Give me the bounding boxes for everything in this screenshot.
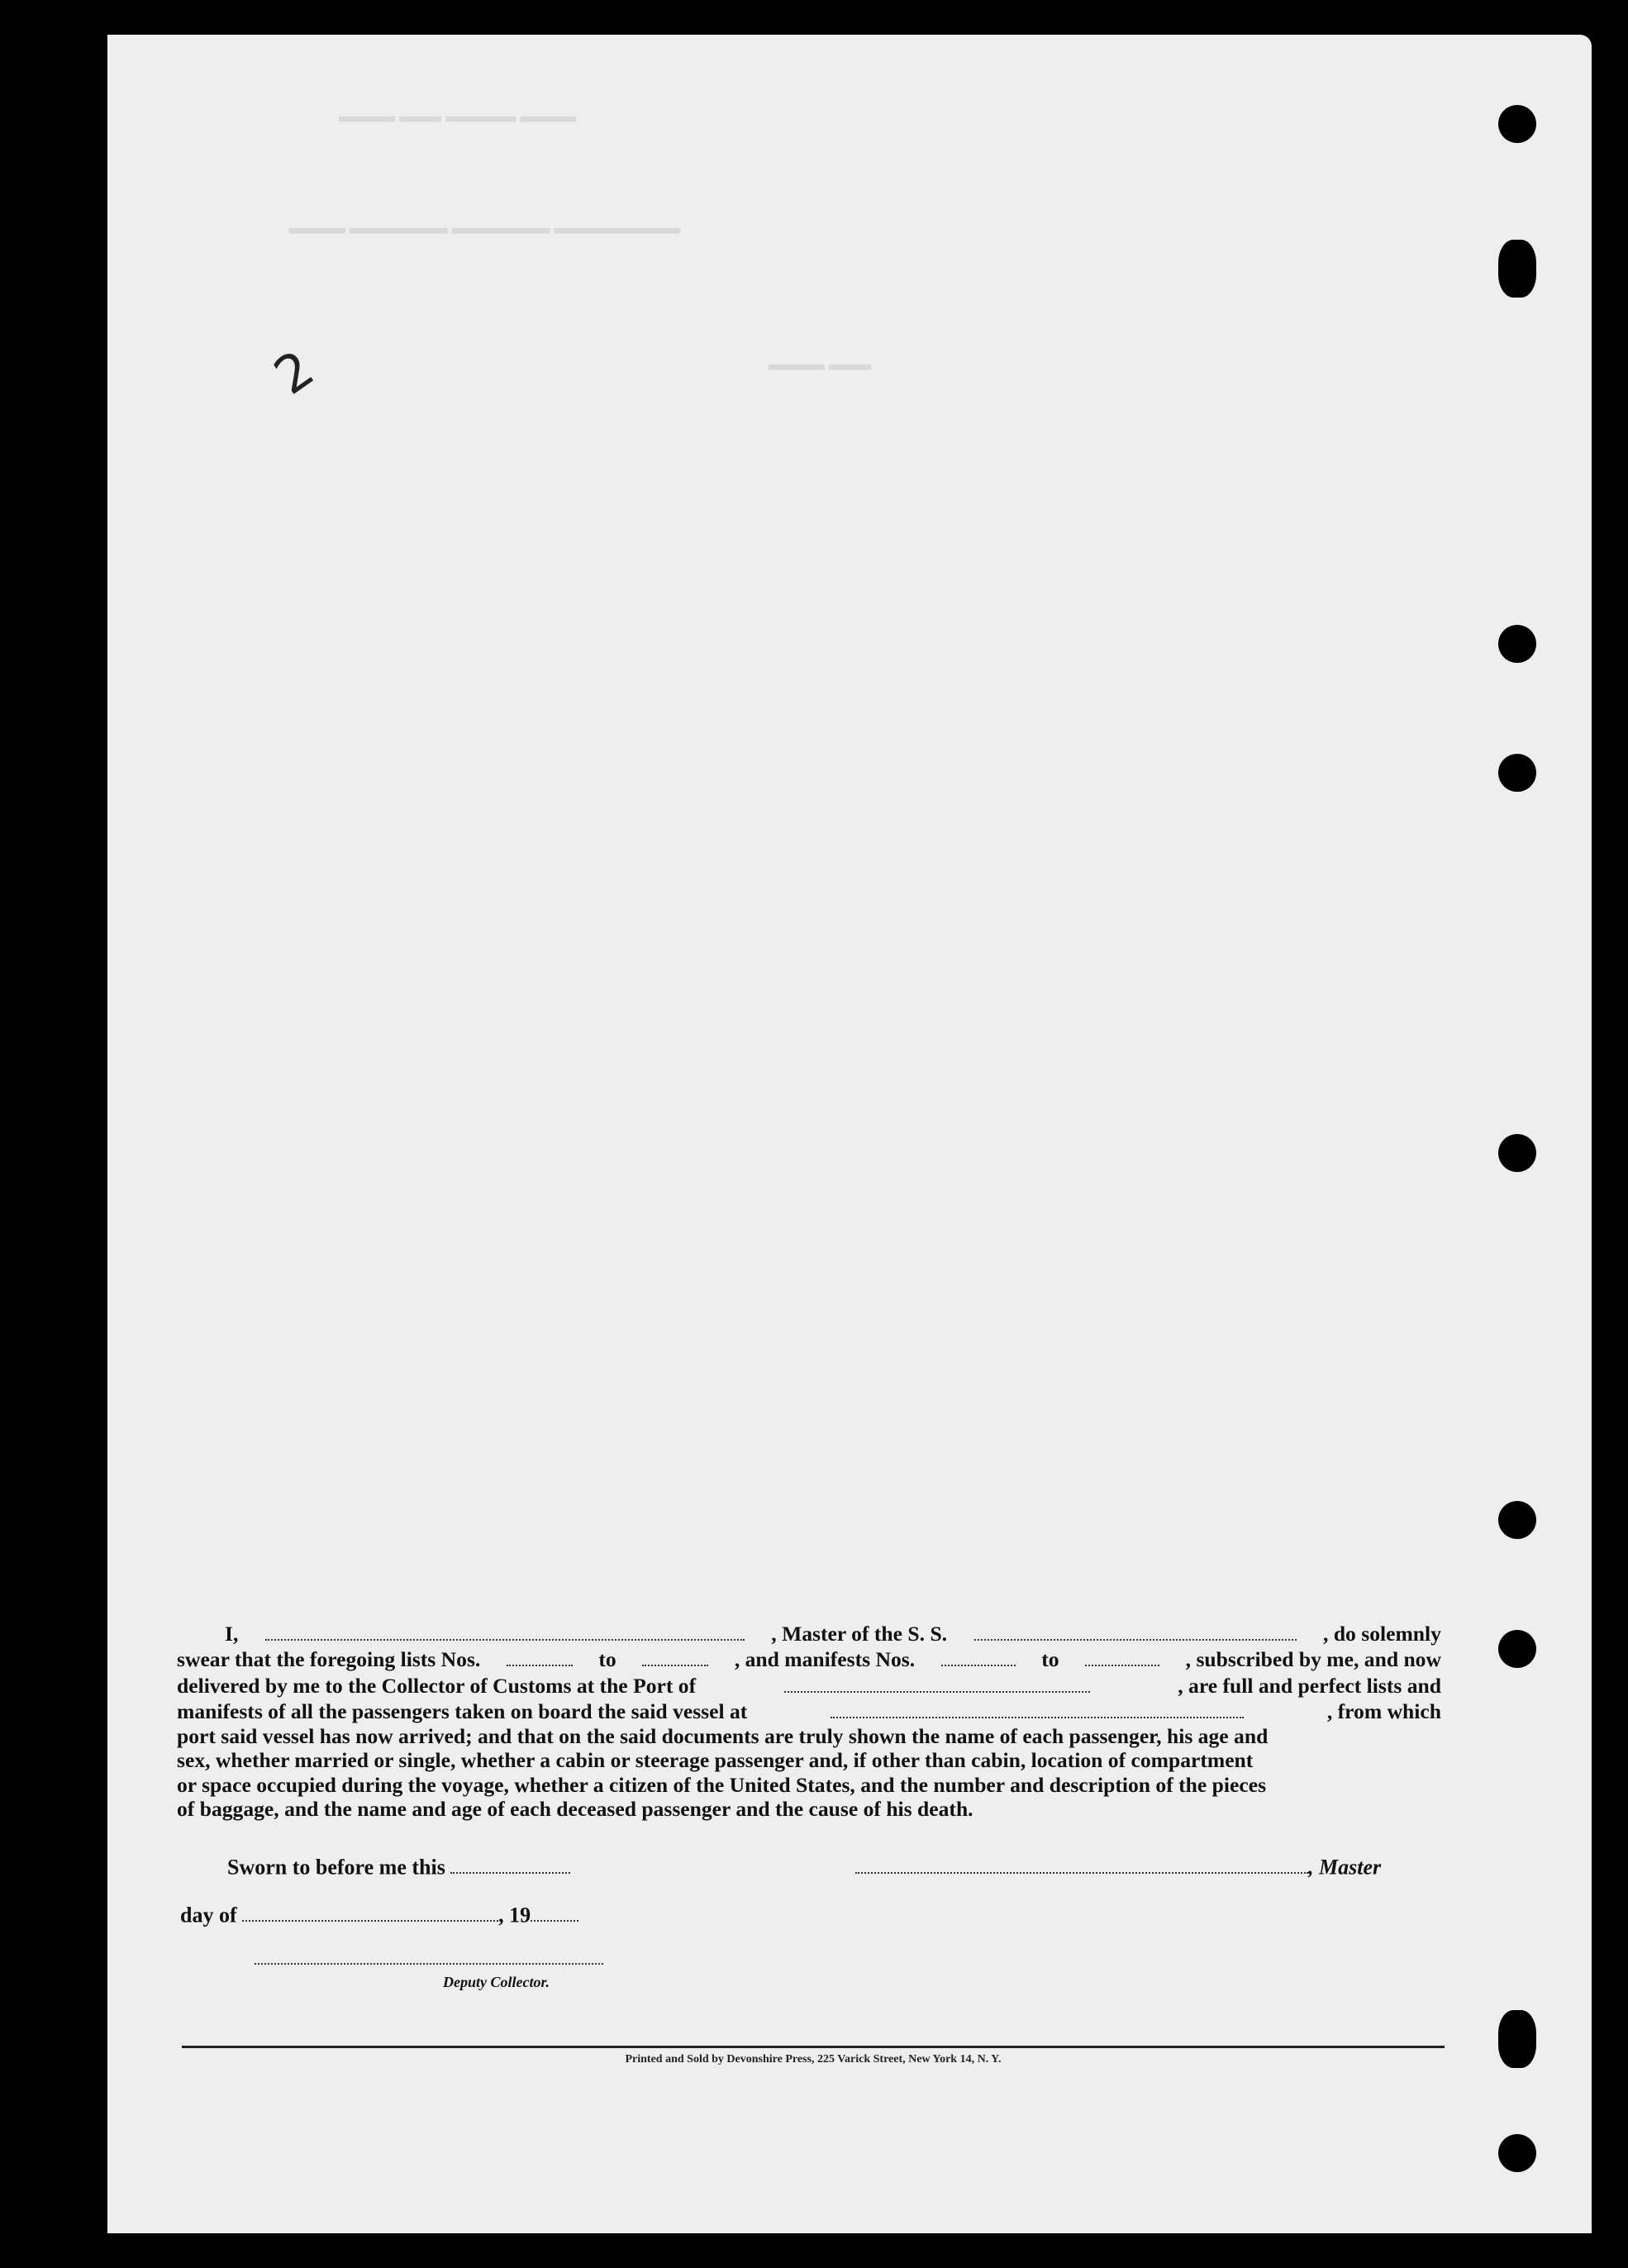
bleed-through-text: ▂▂▂▂ ▂▂▂ ▂▂▂▂▂ ▂▂▂▂ (339, 101, 577, 122)
punch-hole (1498, 240, 1536, 298)
deputy-signature-line (255, 1944, 603, 1970)
document-page (107, 35, 1592, 2233)
lists-from-blank[interactable] (507, 1646, 573, 1666)
sworn-line: Sworn to before me this (227, 1853, 570, 1880)
handwritten-page-number: 2 (263, 338, 325, 407)
manifests-from-blank[interactable] (941, 1646, 1016, 1666)
lists-to-blank[interactable] (642, 1646, 708, 1666)
master-signature-line: , Master (855, 1853, 1381, 1880)
punch-hole (1498, 105, 1536, 143)
oath-paragraph (177, 1620, 1441, 1821)
oath-line: swear that the foregoing lists Nos. to , and manifests Nos. to , subscribed by me, and now (177, 1646, 1441, 1671)
oath-line: I, , Master of the S. S. , do solemnly (177, 1620, 1441, 1646)
punch-hole (1498, 1501, 1536, 1539)
port-blank[interactable] (784, 1672, 1090, 1693)
oath-line: port said vessel has now arrived; and that on the said documents are truly shown the name of each passenger, his age and (177, 1723, 1269, 1748)
punch-hole (1498, 1134, 1536, 1172)
bleed-through-text: ▂▂▂▂ ▂▂▂▂▂▂▂ ▂▂▂▂▂▂▂ ▂▂▂▂▂▂▂▂▂ (289, 212, 681, 233)
bleed-through-text: ▂▂▂▂ ▂▂▂ (769, 349, 871, 369)
sworn-date-blank[interactable] (450, 1853, 570, 1874)
day-of-line: day of , 19 (180, 1901, 578, 1927)
punch-hole (1498, 1630, 1536, 1668)
departure-port-blank[interactable] (831, 1698, 1244, 1718)
name-blank[interactable] (265, 1620, 745, 1641)
punch-hole (1498, 625, 1536, 663)
oath-line: manifests of all the passengers taken on board the said vessel at , from which (177, 1698, 1441, 1723)
oath-line: or space occupied during the voyage, whether a citizen of the United States, and the number and description of the pieces (177, 1772, 1267, 1797)
oath-line: delivered by me to the Collector of Customs at the Port of , are full and perfect lists and (177, 1672, 1441, 1698)
year-blank[interactable] (531, 1901, 578, 1922)
manifests-to-blank[interactable] (1085, 1646, 1159, 1666)
deputy-collector-label: Deputy Collector. (443, 1974, 550, 1990)
master-signature-blank[interactable] (855, 1853, 1308, 1874)
punch-hole (1498, 2010, 1536, 2068)
oath-line: of baggage, and the name and age of each deceased passenger and the cause of his death. (177, 1796, 973, 1821)
vessel-blank[interactable] (974, 1620, 1297, 1641)
month-blank[interactable] (242, 1901, 498, 1922)
punch-hole (1498, 754, 1536, 792)
footer-rule (182, 2046, 1445, 2048)
punch-hole (1498, 2134, 1536, 2172)
printer-imprint: Printed and Sold by Devonshire Press, 225 Varick Street, New York 14, N. Y. (625, 2053, 1002, 2066)
deputy-signature-blank[interactable] (255, 1944, 603, 1965)
oath-line: sex, whether married or single, whether a cabin or steerage passenger and, if other than cabin, location of compartment (177, 1748, 1254, 1773)
